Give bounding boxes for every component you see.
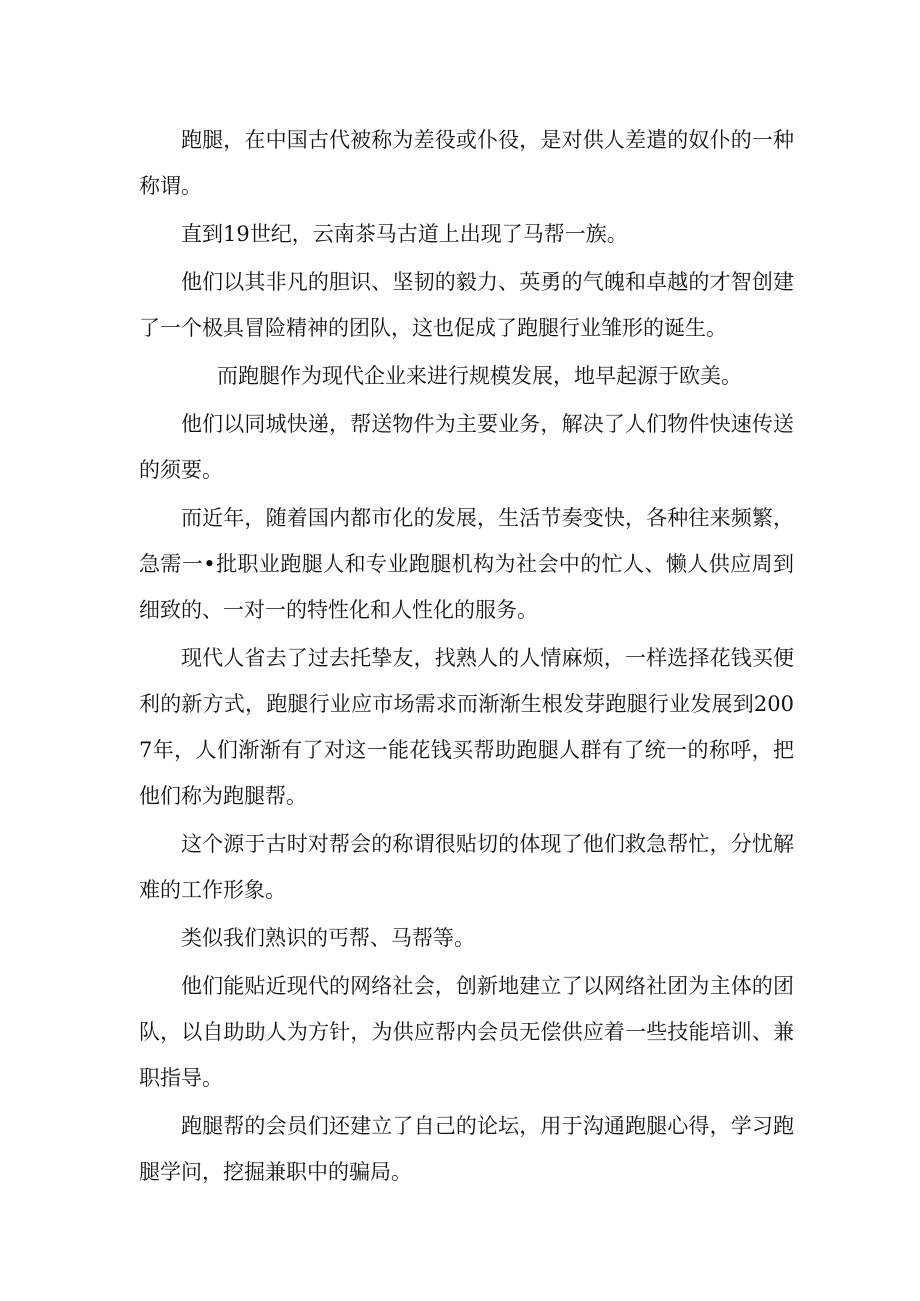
paragraph-2: 直到19世纪，云南茶马古道上出现了马帮一族。 [181, 222, 628, 246]
paragraph-1: 跑腿，在中国古代被称为差役或仆役，是对供人差遣的奴仆的一种称谓。 [139, 128, 794, 198]
paragraph-3: 他们以其非凡的胆识、坚韧的毅力、英勇的气魄和卓越的才智创建了一个极具冒险精神的团队，这也促成了跑腿行业雏形的诞生。 [139, 270, 794, 340]
paragraph-10: 他们能贴近现代的网络社会，创新地建立了以网络社团为主体的团队，以自助助人为方针，为供应帮内会员无偿供应着一些技能培训、兼职指导。 [139, 974, 794, 1090]
paragraph-6: 而近年，随着国内都市化的发展，生活节奏变快，各种往来频繁，急需一•批职业跑腿人和专业跑腿机构为社会中的忙人、懒人供应周到细致的、一对一的特性化和人性化的服务。 [139, 506, 794, 622]
paragraph-7: 现代人省去了过去托挚友，找熟人的人情麻烦，一样选择花钱买便利的新方式，跑腿行业应市场需求而渐渐生根发芽跑腿行业发展到2007年，人们渐渐有了对这一能花钱买帮助跑腿人群有了统一的称呼，把他们称为跑腿帮。 [139, 646, 794, 808]
paragraph-11: 跑腿帮的会员们还建立了自己的论坛，用于沟通跑腿心得，学习跑腿学问，挖掘兼职中的骗局。 [139, 1114, 794, 1184]
document-body [139, 117, 794, 1197]
paragraph-9: 类似我们熟识的丐帮、马帮等。 [181, 926, 475, 950]
paragraph-8: 这个源于古时对帮会的称谓很贴切的体现了他们救急帮忙，分忧解难的工作形象。 [139, 832, 794, 902]
paragraph-5: 他们以同城快递，帮送物件为主要业务，解决了人们物件快速传送的须要。 [139, 412, 794, 482]
paragraph-4: 而跑腿作为现代企业来进行规模发展，地早起源于欧美。 [217, 364, 742, 388]
